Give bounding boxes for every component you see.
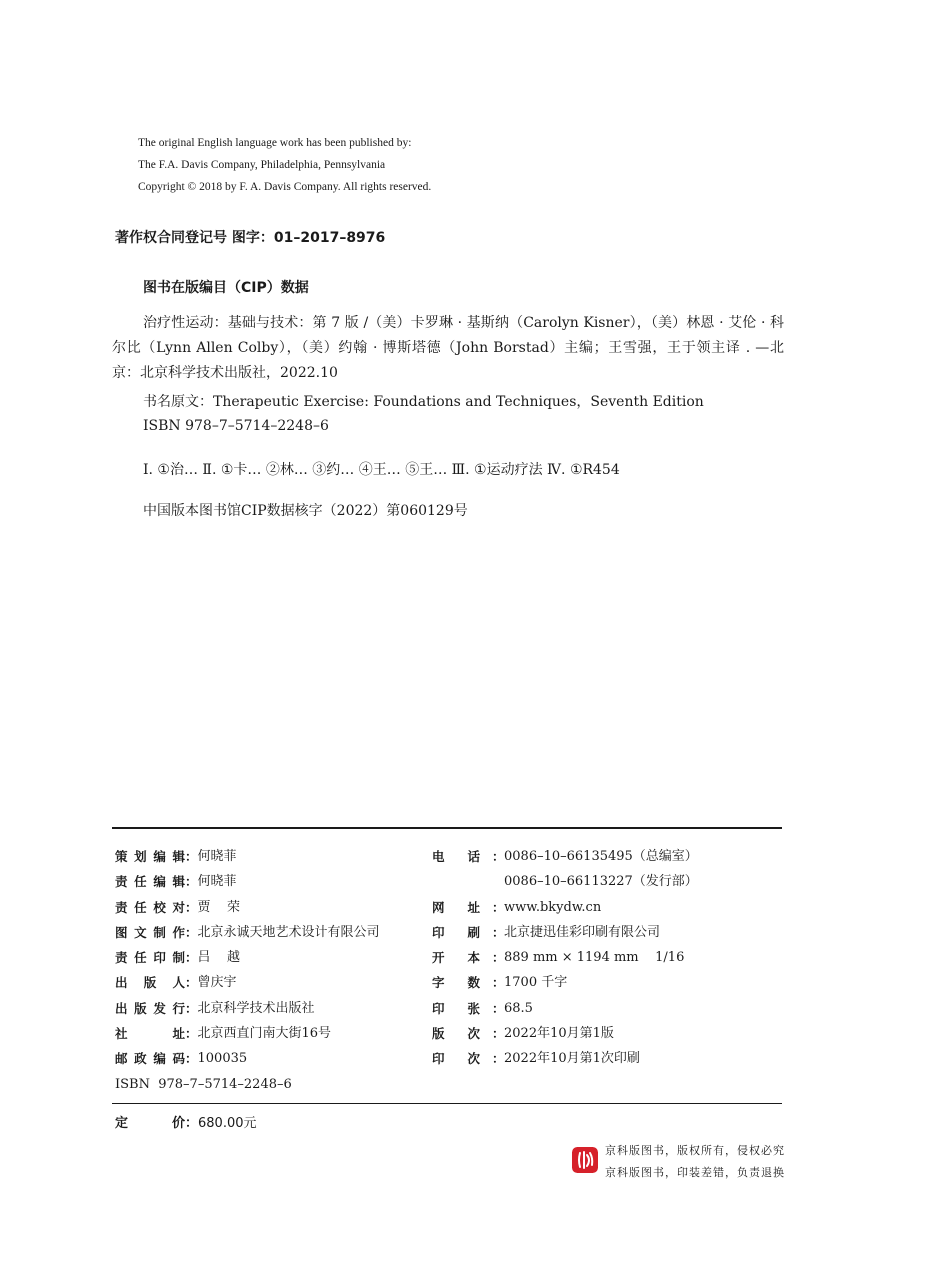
info-value: 曾庆宇 <box>197 975 237 991</box>
info-value: 889 mm × 1194 mm 1/16 <box>504 950 685 966</box>
publisher-logo-icon <box>572 1147 598 1173</box>
info-value: 何晓菲 <box>197 874 237 890</box>
info-row: 责任印制 ： 吕 越 <box>115 945 380 970</box>
info-row: 印 刷 ： 北京捷迅佳彩印刷有限公司 <box>432 920 698 945</box>
cip-title: 图书在版编目（CIP）数据 <box>143 280 309 296</box>
info-row: 责任校对 ： 贾 荣 <box>115 895 380 920</box>
info-label: 责任印制 <box>115 950 185 966</box>
info-value: 100035 <box>197 1051 248 1067</box>
rights-notice <box>605 1140 785 1184</box>
isbn-footer: ISBN 978–7–5714–2248–6 <box>115 1076 292 1092</box>
bottom-divider <box>112 1103 782 1104</box>
info-label: 责任校对 <box>115 899 185 915</box>
info-value: 0086–10–66113227（发行部） <box>504 874 698 890</box>
info-label: 出版发行 <box>115 1000 185 1016</box>
info-label: 责任编辑 <box>115 874 185 890</box>
price-value: 680.00元 <box>198 1116 257 1131</box>
info-row: 版 次 ： 2022年10月第1版 <box>432 1021 698 1046</box>
publication-info-left <box>115 844 380 1097</box>
info-row: 社址 ： 北京西直门南大街16号 <box>115 1021 380 1046</box>
info-value: 1700 千字 <box>504 975 568 991</box>
info-row: 责任编辑 ： 何晓菲 <box>115 869 380 894</box>
english-notice-line: The original English language work has been published by: <box>138 137 412 149</box>
info-row: 开 本 ： 889 mm × 1194 mm 1/16 <box>432 945 698 970</box>
info-row: 图文制作 ： 北京永诚天地艺术设计有限公司 <box>115 920 380 945</box>
info-row: 邮政编码 ： 100035 <box>115 1046 380 1071</box>
info-value: 吕 越 <box>197 950 241 966</box>
info-value: 贾 荣 <box>197 899 241 915</box>
copyright-registration: 著作权合同登记号 图字：01–2017–8976 <box>115 230 386 246</box>
info-row: 策划编辑 ： 何晓菲 <box>115 844 380 869</box>
cip-original-title: 书名原文：Therapeutic Exercise: Foundations and Techniques，Seventh Edition <box>143 394 704 410</box>
english-notice-line: Copyright © 2018 by F. A. Davis Company. All rights reserved. <box>138 181 432 193</box>
info-row: 字 数 ： 1700 千字 <box>432 970 698 995</box>
english-publication-notice <box>138 132 431 198</box>
info-label: 邮政编码 <box>115 1051 185 1067</box>
rights-notice-line: 京科版图书，版权所有，侵权必究 <box>605 1144 785 1157</box>
info-value: 2022年10月第1版 <box>504 1026 614 1042</box>
info-value: 2022年10月第1次印刷 <box>504 1051 640 1067</box>
rights-notice-line: 京科版图书，印装差错，负责退换 <box>605 1166 785 1179</box>
isbn-footer-row <box>115 1072 380 1097</box>
info-row: 印 张 ： 68.5 <box>432 996 698 1021</box>
info-value: 何晓菲 <box>197 849 237 864</box>
info-label: 社址 <box>115 1026 185 1042</box>
cip-record-number: 中国版本图书馆CIP数据核字（2022）第060129号 <box>143 503 468 519</box>
info-label: 策划编辑 <box>115 849 185 864</box>
top-divider <box>112 827 782 829</box>
info-value: 0086–10–66135495（总编室） <box>504 849 698 864</box>
cip-paragraph: 治疗性运动：基础与技术：第 7 版 /（美）卡罗琳 · 基斯纳（Carolyn Kisner），（美）林恩 · 艾伦 · 科尔比（Lynn Allen Colby），（美）约翰 · 博斯塔德（John Borstad）主编；王雪强，王于领主译 . —北京：北京科学技术出版社，2022.10 <box>112 315 784 381</box>
price-label: 定价 <box>115 1116 185 1131</box>
cip-isbn: ISBN 978–7–5714–2248–6 <box>143 418 329 434</box>
info-value: www.bkydw.cn <box>504 899 602 915</box>
info-label: 出版人 <box>115 975 185 991</box>
info-label: 图文制作 <box>115 924 185 940</box>
cip-classification: Ⅰ. ①治… Ⅱ. ①卡… ②林… ③约… ④王… ⑤王… Ⅲ. ①运动疗法 Ⅳ. ①R454 <box>143 462 620 478</box>
info-row: 印 次 ： 2022年10月第1次印刷 <box>432 1046 698 1071</box>
info-value: 北京科学技术出版社 <box>197 1000 315 1016</box>
info-value: 68.5 <box>504 1000 533 1016</box>
info-value: 北京捷迅佳彩印刷有限公司 <box>504 924 661 940</box>
price-line: 定价：680.00元 <box>115 1112 257 1131</box>
publication-info-right <box>432 844 698 1072</box>
info-value: 北京永诚天地艺术设计有限公司 <box>197 924 380 940</box>
english-notice-line: The F.A. Davis Company, Philadelphia, Pennsylvania <box>138 159 386 171</box>
info-row: 电 话 ： 0086–10–66135495（总编室） <box>432 844 698 869</box>
info-row: 网 址 ： www.bkydw.cn <box>432 895 698 920</box>
info-row: 出版发行 ： 北京科学技术出版社 <box>115 996 380 1021</box>
info-row: 出版人 ： 曾庆宇 <box>115 970 380 995</box>
info-value: 北京西直门南大街16号 <box>197 1026 332 1042</box>
info-row <box>432 869 698 894</box>
